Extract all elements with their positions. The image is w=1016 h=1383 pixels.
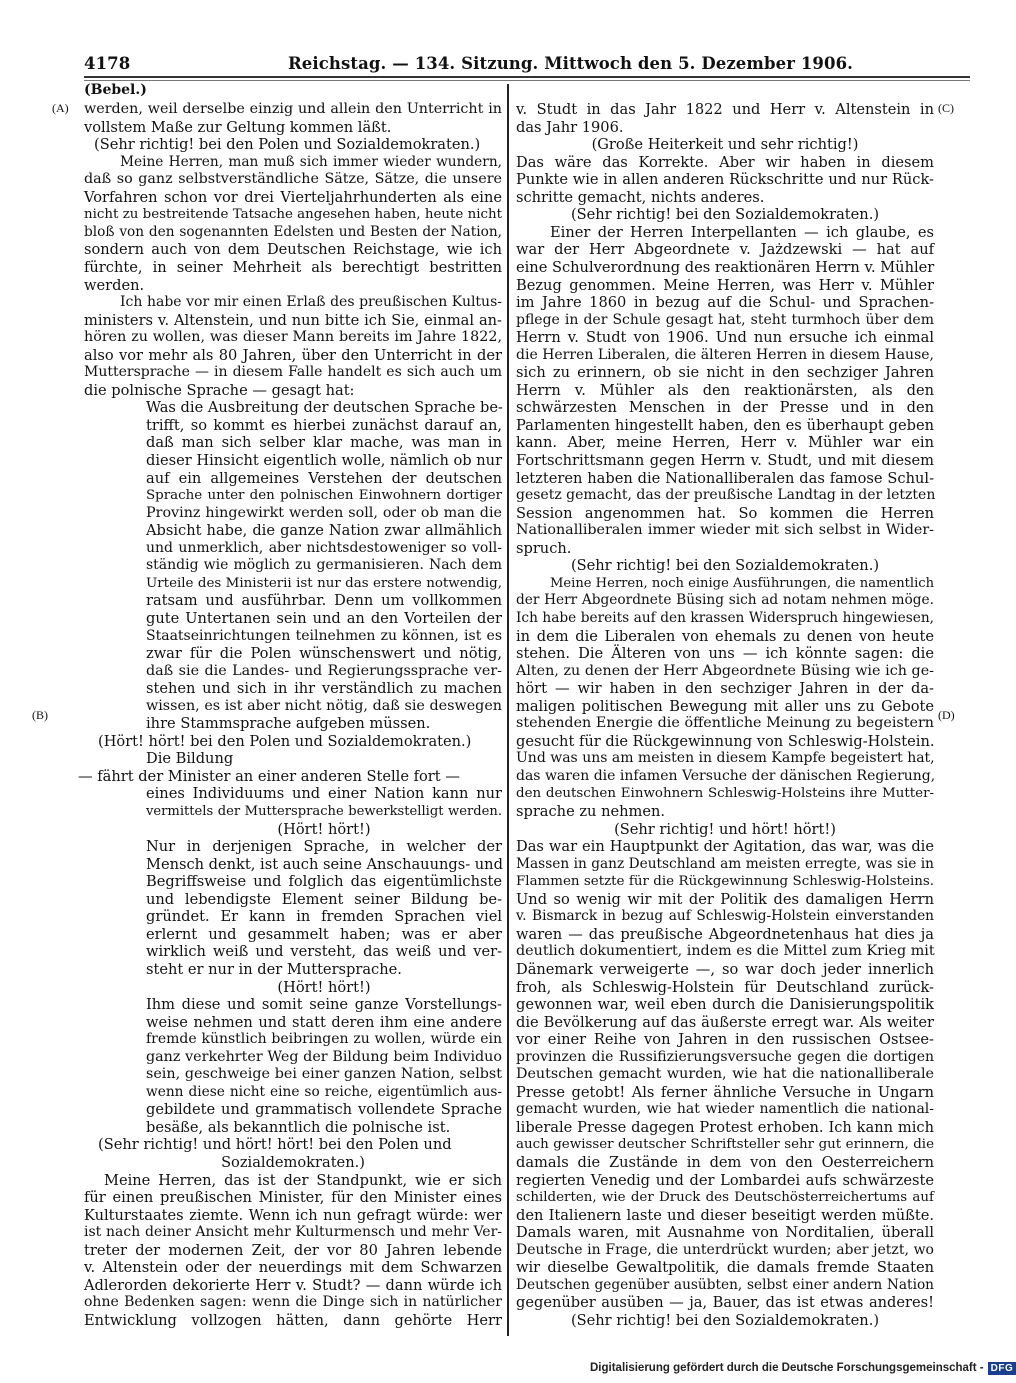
text-line: sprache zu nehmen. bbox=[516, 803, 666, 820]
text-line: gute Untertanen sein und an den Vorteilen der bbox=[146, 609, 502, 627]
text-line: Kulturstaates ziemte. Wenn ich nun gefragt würde: wer bbox=[84, 1206, 502, 1224]
text-line: Fortschrittsmann gegen Herrn v. Studt, und mit diesem bbox=[516, 452, 934, 469]
text-line: ohne Bedenken sagen: wenn die Dinge sich in natürlicher bbox=[84, 1294, 502, 1311]
text-line: Session angenommen hat. So kommen die Herren bbox=[516, 504, 934, 522]
text-line: Staatseinrichtungen teilnehmen zu können, ist es bbox=[146, 627, 502, 644]
text-line: (Sehr richtig! bei den Sozialdemokraten.) bbox=[570, 206, 880, 224]
text-line: bloß von den sogenannten Edelsten und Besten der Nation, bbox=[84, 223, 502, 240]
text-line: v. Bismarck in bezug auf Schleswig-Holstein einverstanden bbox=[516, 908, 934, 925]
text-line: die Herren Liberalen, die älteren Herren in diesem Hause, bbox=[516, 346, 934, 363]
text-line: Vorfahren schon vor drei Vierteljahrhunderten als eine bbox=[84, 188, 502, 206]
text-line: (Sehr richtig! bei den Sozialdemokraten.) bbox=[570, 557, 880, 575]
text-line: treter der modernen Zeit, der vor 80 Jahren lebende bbox=[84, 1241, 502, 1259]
text-line: Und so wenig wir mit der Politik des damaligen Herrn bbox=[516, 890, 934, 908]
text-line: vor einer Reihe von Jahren in den russischen Ostsee- bbox=[516, 1031, 934, 1049]
text-line: deutlich dokumentiert, indem es die Mittel zum Krieg mit bbox=[516, 943, 935, 960]
text-line: Entwicklung vollzogen hätten, dann gehörte Herr bbox=[84, 1311, 502, 1329]
page-header bbox=[84, 54, 970, 76]
text-line: liberale Presse dagegen Protest erhoben. Ich kann mich bbox=[516, 1118, 934, 1136]
text-line: Sprache unter den polnischen Einwohnern dortiger bbox=[146, 488, 502, 504]
text-line: (Sehr richtig! und hört! hört!) bbox=[614, 820, 836, 838]
text-line: Bezug genommen. Meine Herren, was Herr v. Mühler bbox=[516, 276, 934, 294]
text-line: — fährt der Minister an einer anderen Stelle fort — bbox=[78, 767, 460, 785]
text-line: kann. Aber, meine Herren, Herr v. Mühler war ein bbox=[516, 434, 934, 452]
text-line: weise nehmen und statt deren ihm eine andere bbox=[146, 1013, 502, 1031]
text-line: wissen, es ist aber nicht nötig, daß sie deswegen bbox=[146, 697, 502, 714]
text-line: waren — das preußische Abgeordnetenhaus hat dies ja bbox=[516, 925, 934, 943]
text-line: Deutsche in Frage, die unterdrückt wurden; aber jetzt, wo bbox=[516, 1241, 934, 1258]
text-line: eine Schulverordnung des reaktionären Herrn v. Mühler bbox=[516, 258, 935, 276]
text-line: daß so ganz selbstverständliche Sätze, Sätze, die unsere bbox=[84, 171, 502, 188]
text-line: Und was uns am meisten in diesem Kampfe begeistert hat, bbox=[516, 750, 935, 767]
text-line: stehen und sich in ihr verständlich zu machen bbox=[146, 680, 502, 698]
text-line: sich zu erinnern, ob sie nicht in den sechziger Jahren bbox=[516, 364, 934, 382]
text-line: werden, weil derselbe einzig und allein den Unterricht in bbox=[84, 101, 502, 117]
text-line: ihre Stammsprache aufgeben müssen. bbox=[146, 715, 431, 733]
text-line: ratsam und ausführbar. Denn um vollkommen bbox=[146, 592, 502, 610]
text-line: Die Bildung bbox=[146, 750, 234, 768]
margin-marker-d: (D) bbox=[938, 708, 955, 722]
text-line: wir dieselbe Gewaltpolitik, die damals fremde Staaten bbox=[516, 1259, 934, 1277]
text-line: Nur in derjenigen Sprache, in welcher der bbox=[146, 838, 502, 856]
text-line: damals die Zustände in dem von den Oesterreichern bbox=[516, 1154, 934, 1171]
text-line: der Herr Abgeordnete Büsing sich ad notam nehmen möge. bbox=[516, 592, 934, 609]
text-line: (Sehr richtig! bei den Sozialdemokraten.) bbox=[570, 1311, 880, 1329]
text-line: stehenden Energie die öffentliche Meinung zu begeistern bbox=[516, 715, 934, 732]
text-line: provinzen die Russifizierungsversuche gegen die dortigen bbox=[516, 1048, 934, 1065]
text-line: gemacht wurden, wie hat wieder namentlich die national- bbox=[516, 1101, 934, 1118]
text-line: sein, geschweige bei einer ganzen Nation, selbst bbox=[146, 1066, 502, 1083]
text-line: das Jahr 1906. bbox=[516, 118, 624, 136]
text-line: Damals waren, mit Ausnahme von Norditalien, überall bbox=[516, 1224, 934, 1242]
text-line: gegenüber ausüben — ja, Bauer, das ist etwas anderes! bbox=[516, 1294, 934, 1312]
text-line: froh, als Schleswig-Holstein für Deutschland zurück- bbox=[516, 978, 934, 996]
text-line: für einen preußischen Minister, für den Minister eines bbox=[84, 1189, 502, 1207]
text-line: gesucht für die Rückgewinnung von Schleswig-Holstein. bbox=[516, 732, 935, 750]
text-line: pflege in der Schule gesagt hat, steht turmhoch über dem bbox=[516, 311, 934, 328]
text-line: Das wäre das Korrekte. Aber wir haben in diesem bbox=[516, 153, 934, 171]
text-line: (Große Heiterkeit und sehr richtig!) bbox=[591, 136, 859, 154]
text-line: Massen in ganz Deutschland am meisten erregte, was sie in bbox=[516, 855, 934, 872]
text-line: auch gewisser deutscher Schriftsteller sehr gut erinnern, die bbox=[516, 1137, 934, 1153]
text-line: Dänemark verweigerte —, so war doch jeder innerlich bbox=[516, 960, 934, 978]
text-line: Was die Ausbreitung der deutschen Sprache be- bbox=[146, 399, 503, 417]
text-line: Ich habe bereits auf den krassen Widerspruch hingewiesen, bbox=[516, 609, 934, 626]
text-line: spruch. bbox=[516, 539, 572, 557]
text-line: ganz verkehrter Weg der Bildung beim Individuo bbox=[146, 1048, 502, 1065]
text-line: Einer der Herren Interpellanten — ich glaube, es bbox=[550, 223, 934, 241]
text-line: steht er nur in der Muttersprache. bbox=[146, 960, 402, 978]
text-line: schwärzesten Menschen in der Presse und in den bbox=[516, 399, 934, 417]
text-line: gewonnen war, weil eben durch die Danisierungspolitik bbox=[516, 996, 934, 1014]
text-line: und unmerklich, aber nichtsdestoweniger so voll- bbox=[146, 539, 502, 556]
margin-marker-b: (B) bbox=[32, 708, 48, 722]
text-line: Begriffsweise und folglich das eigentümlichste bbox=[146, 873, 502, 891]
text-line: werden. bbox=[84, 276, 145, 294]
text-line: Nationalliberalen immer wieder mit sich selbst in Wider- bbox=[516, 522, 934, 539]
header-rule bbox=[84, 76, 970, 78]
text-line: den deutschen Einwohnern Schleswig-Holsteins ihre Mutter- bbox=[516, 786, 934, 802]
text-line: gründet. Er kann in fremden Sprachen viel bbox=[146, 908, 502, 926]
text-line: letzteren haben die Nationalliberalen das famose Schul- bbox=[516, 469, 934, 487]
text-line: Muttersprache — in diesem Falle handelt es sich auch um bbox=[84, 364, 502, 381]
text-line: Herrn v. Studt von 1906. Und nun ersuche ich einmal bbox=[516, 329, 934, 347]
text-line: daß sie die Landes- und Regierungssprache ver- bbox=[146, 662, 502, 679]
text-line: Meine Herren, man muß sich immer wieder wundern, bbox=[120, 153, 502, 170]
text-line: Mensch denkt, ist auch seine Anschauungs- und bbox=[146, 855, 503, 873]
text-line: Sozialdemokraten.) bbox=[221, 1154, 365, 1171]
text-line: gesetz gemacht, das der preußische Landtag in der letzten bbox=[516, 487, 936, 504]
column-divider bbox=[507, 84, 509, 1336]
text-line: (Hört! hört! bei den Polen und Sozialdemokraten.) bbox=[98, 732, 472, 750]
text-line: Herrn v. Mühler als den reaktionärsten, als den bbox=[516, 381, 934, 399]
text-line: Ich habe vor mir einen Erlaß des preußischen Kultus- bbox=[120, 294, 502, 311]
text-line: das waren die infamen Versuche der dänischen Regierung, bbox=[516, 767, 936, 784]
text-line: also vor mehr als 80 Jahren, über den Unterricht in der bbox=[84, 346, 502, 364]
text-line: daß man sich selber klar mache, was man in bbox=[146, 434, 502, 452]
text-line: die polnische Sprache — gesagt hat: bbox=[84, 381, 355, 399]
text-line: Meine Herren, das ist der Standpunkt, wie er sich bbox=[104, 1171, 502, 1189]
text-line: Deutschen gemacht wurden, wie hat die nationalliberale bbox=[516, 1066, 934, 1083]
dfg-logo: DFG bbox=[988, 1362, 1016, 1375]
text-line: den Italienern laste und dieser beseitigt werden müßte. bbox=[516, 1206, 934, 1224]
text-line: Flammen setzte für die Rückgewinnung Schleswig-Holsteins. bbox=[516, 874, 934, 890]
text-line: Adlerorden dekorierte Herr v. Studt? — dann würde ich bbox=[84, 1276, 502, 1294]
text-line: im Jahre 1860 in bezug auf die Schul- und Sprachen- bbox=[516, 294, 934, 312]
text-line: (Sehr richtig! und hört! hört! bei den Polen und bbox=[98, 1136, 452, 1154]
text-line: vollstem Maße zur Geltung kommen läßt. bbox=[84, 118, 392, 136]
page-number: 4178 bbox=[84, 54, 131, 73]
running-title: Reichstag. — 134. Sitzung. Mittwoch den 5. Dezember 1906. bbox=[288, 54, 854, 73]
text-line: Parlamenten hingestellt haben, den es überhaupt geben bbox=[516, 416, 934, 434]
text-line: und lebendigste Element seiner Bildung be- bbox=[146, 890, 502, 908]
text-line: stehen. Die Älteren von uns — ich könnte sagen: die bbox=[516, 645, 934, 663]
text-line: erlernt und gesammelt haben; was er aber bbox=[146, 925, 502, 943]
speaker-label: (Bebel.) bbox=[84, 82, 147, 98]
text-line: (Hört! hört!) bbox=[277, 820, 371, 838]
text-line: die Bevölkerung auf das äußerste erregt war. Als weiter bbox=[516, 1013, 934, 1031]
text-line: gebildete und grammatisch vollendete Sprache bbox=[146, 1101, 502, 1119]
text-line: auf ein allgemeines Verstehen der deutschen bbox=[146, 469, 502, 487]
text-line: ständig wie möglich zu germanisieren. Nach dem bbox=[146, 557, 502, 574]
text-line: Meine Herren, noch einige Ausführungen, die namentlich bbox=[550, 575, 935, 591]
text-line: fremde künstlich beibringen zu wollen, würde ein bbox=[146, 1031, 502, 1048]
text-line: hört — wir haben in den sechziger Jahren in der da- bbox=[516, 680, 934, 698]
text-line: war der Herr Abgeordnete v. Jażdzewski — hat auf bbox=[516, 241, 934, 259]
text-line: (Sehr richtig! bei den Polen und Sozialdemokraten.) bbox=[94, 136, 481, 154]
text-line: sondern auch von dem Deutschen Reichstage, wie ich bbox=[84, 241, 502, 259]
text-line: trifft, so kommt es hierbei zunächst darauf an, bbox=[146, 416, 502, 434]
text-line: schilderten, wie der Druck des Deutschösterreichertums auf bbox=[516, 1190, 934, 1206]
text-line: wirklich weiß und versteht, das weiß und ver- bbox=[146, 943, 502, 961]
text-line: wenn diese nicht eine so reiche, eigentümlich aus- bbox=[146, 1083, 502, 1100]
margin-marker-a: (A) bbox=[52, 101, 69, 115]
text-line: Absicht habe, die ganze Nation zwar allmählich bbox=[146, 522, 502, 540]
text-line: regierten Venedig und der Lombardei aufs schwärzeste bbox=[516, 1171, 934, 1189]
text-line: besäße, als bekanntlich die polnische ist. bbox=[146, 1118, 451, 1136]
text-line: eines Individuums und einer Nation kann nur bbox=[146, 785, 502, 803]
text-line: Urteile des Ministerii ist nur das erstere notwendig, bbox=[146, 575, 502, 591]
text-line: (Hört! hört!) bbox=[277, 978, 371, 996]
text-line: Deutschen gegenüber ausübten, selbst einer andern Nation bbox=[516, 1276, 934, 1293]
text-line: v. Studt in das Jahr 1822 und Herr v. Altenstein in bbox=[516, 101, 934, 118]
text-line: maligen politischen Bewegung mit aller uns zu Gebote bbox=[516, 697, 934, 715]
margin-marker-c: (C) bbox=[938, 101, 954, 115]
text-line: zwar für die Polen wünschenswert und nötig, bbox=[146, 645, 502, 663]
text-line: Presse getobt! Als ferner ähnliche Versuche in Ungarn bbox=[516, 1083, 934, 1101]
text-line: ist nach deiner Ansicht mehr Kulturmensch und mehr Ver- bbox=[84, 1224, 502, 1241]
text-line: Punkte wie in allen anderen Rückschritte und nur Rück- bbox=[516, 171, 934, 189]
text-line: dieser Hinsicht eigentlich wolle, nämlich ob nur bbox=[146, 452, 503, 469]
text-line: hören zu wollen, was dieser Mann bereits im Jahre 1822, bbox=[84, 329, 502, 346]
text-line: nicht zu bestreitende Tatsache angesehen haben, heute nicht bbox=[84, 207, 502, 223]
text-line: vermittels der Muttersprache bewerkstelligt werden. bbox=[146, 804, 502, 819]
footer-credit bbox=[590, 1362, 1016, 1375]
text-line: schritte gemacht, nichts anderes. bbox=[516, 188, 765, 206]
text-line: v. Altenstein oder der neuerdings mit dem Schwarzen bbox=[84, 1259, 502, 1277]
text-line: Alten, zu denen der Herr Abgeordnete Büsing wie ich ge- bbox=[516, 662, 934, 679]
text-line: ministers v. Altenstein, und nun bitte ich Sie, einmal an- bbox=[84, 311, 502, 329]
text-line: fürchte, in seiner Mehrheit als berechtigt bestritten bbox=[84, 258, 502, 276]
text-line: Provinz hingewirkt werden soll, oder ob man die bbox=[146, 504, 502, 521]
footer-text: Digitalisierung gefördert durch die Deutsche Forschungsgemeinschaft - bbox=[590, 1362, 984, 1374]
header-rule-thin bbox=[84, 80, 970, 81]
text-line: Ihm diese und somit seine ganze Vorstellungs- bbox=[146, 996, 502, 1014]
text-line: Das war ein Hauptpunkt der Agitation, das war, was die bbox=[516, 838, 934, 856]
text-line: in dem die Liberalen von ehemals zu denen von heute bbox=[516, 627, 934, 645]
